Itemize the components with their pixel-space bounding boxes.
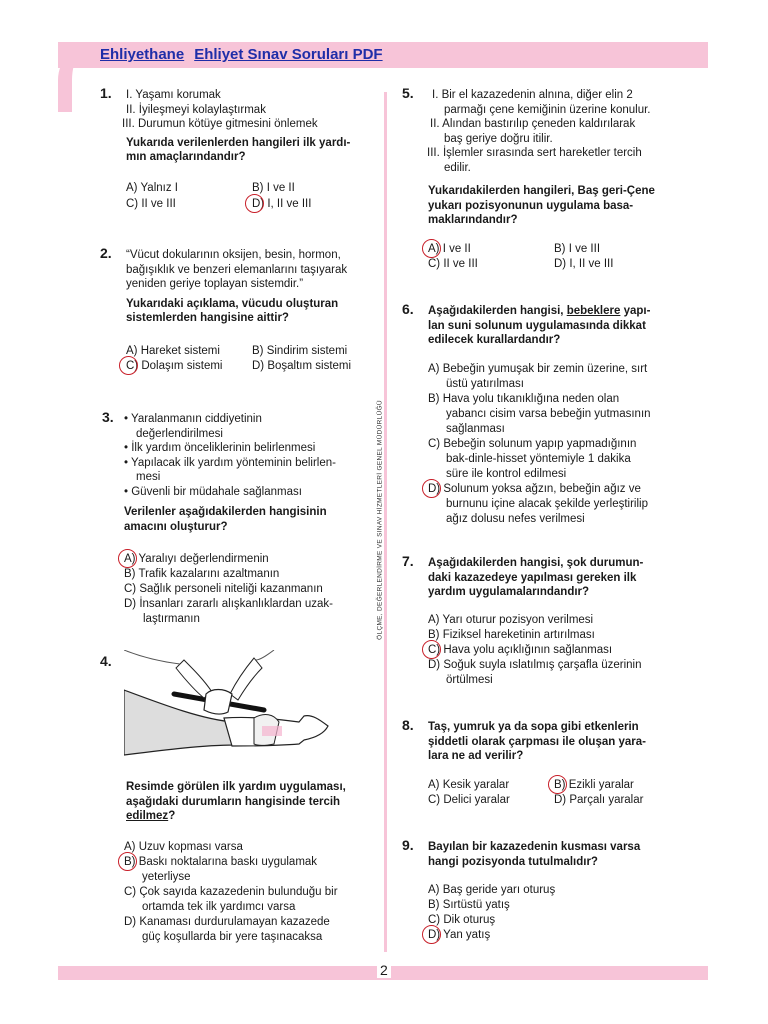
option-c[interactable]: C) Dolaşım sistemi [126,360,223,372]
prompt: Verilenler aşağıdakilerden hangisinin [124,506,327,518]
prompt-part: yapı- [620,305,651,317]
option-b-cont: yeterliyse [142,871,191,883]
option-d[interactable]: D) I, II ve III [252,198,312,210]
selected-answer-circle [118,549,137,568]
prompt: Bayılan bir kazazedenin kusması varsa [428,841,641,853]
bullet-item: • Yaralanmanın ciddiyetinin [124,413,262,425]
question-8 [402,717,702,810]
selected-answer-circle [245,194,264,213]
bullet-text: İlk yardım önceliklerinin belirlenmesi [131,442,316,454]
statement-cont: edilir. [444,161,471,174]
selected-answer-circle [548,775,567,794]
option-a[interactable]: A) Uzuv kopması varsa [124,841,243,853]
option-c[interactable]: C) Çok sayıda kazazedenin bulunduğu bir [124,886,338,898]
option-d[interactable]: D) Solunum yoksa ağzın, bebeğin ağız ve [428,483,641,495]
option-a-cont: üstü yatırılması [446,378,524,390]
prompt: hangi pozisyonda tutulmalıdır? [428,855,598,868]
question-9 [402,837,702,950]
option-b[interactable]: B) Baskı noktalarına baskı uygulamak [124,856,318,868]
prompt: lan suni solunum uygulamasında dikkat [428,319,646,332]
option-d-cont: burnunu içine alacak şekilde yerleştirilip [446,498,648,510]
selected-answer-circle [118,852,137,871]
question-6 [402,301,702,534]
prompt: Aşağıdakilerden hangisi, şok durumun- [428,557,644,569]
header-title [100,46,393,63]
option-d[interactable]: D) Yan yatış [428,929,491,941]
side-caption: ÖLÇME, DEĞERLENDİRME VE SINAV HİZMETLERİ GENEL MÜDÜRLÜĞÜ [376,400,384,640]
selected-answer-circle [422,239,441,258]
option-d-cont: güç koşullarda bir yere taşınacaksa [142,931,323,943]
option-d[interactable]: D) Kanaması durdurulamayan kazazede [124,916,330,928]
question-7 [402,553,702,696]
question-number: 4. [100,653,112,669]
question-number: 8. [402,717,414,733]
option-b[interactable]: B) Ezikli yaralar [554,779,634,791]
question-number: 7. [402,553,414,569]
option-c[interactable]: C) Delici yaralar [428,794,510,806]
bullet-text: değerlendirilmesi [136,427,223,440]
statement: II. İyileşmeyi kolaylaştırmak [126,103,266,116]
option-c-cont: ortamda tek ilk yardımcı varsa [142,901,296,913]
bullet-item: • İlk yardım önceliklerinin belirlenmesi [124,442,316,454]
prompt: yukarı pozisyonunun uygulama basa- [428,199,634,212]
option-a[interactable]: A) Bebeğin yumuşak bir zemin üzerine, sırt [428,363,648,375]
question-3 [102,409,382,632]
option-a[interactable]: A) I ve II [428,243,471,255]
question-number: 9. [402,837,414,853]
prompt-end: ? [168,810,176,822]
option-c[interactable]: C) II ve III [428,258,478,270]
statement-cont: baş geriye doğru itilir. [444,132,553,145]
emphasis: bebeklere [566,305,621,317]
prompt: Yukarıdaki açıklama, vücudu oluşturan [126,297,339,310]
statement: I. Bir el kazazedenin alnına, diğer elin 2 [432,89,633,101]
prompt: amacını oluşturur? [124,520,228,533]
question-number: 2. [100,245,112,261]
selected-answer-circle [119,356,138,375]
bullet-text: Yapılacak ilk yardım yönteminin belirlen- [131,456,336,469]
option-c[interactable]: C) Bebeğin solunum yapıp yapmadığının [428,438,637,450]
option-b[interactable]: B) Hava yolu tıkanıklığına neden olan [428,393,620,405]
prompt: edilecek kurallardandır? [428,334,561,346]
option-c[interactable]: C) Hava yolu açıklığının sağlanması [428,644,613,656]
prompt: lara ne ad verilir? [428,750,524,762]
option-b[interactable]: B) I ve II [252,182,295,194]
prompt: Taş, yumruk ya da sopa gibi etkenlerin [428,721,639,733]
option-b[interactable]: B) Fiziksel hareketinin artırılması [428,629,595,641]
option-d[interactable]: D) Boşaltım sistemi [252,360,352,372]
question-number: 3. [102,409,114,425]
option-c-cont: süre ile kontrol edilmesi [446,468,567,480]
statement: I. Yaşamı korumak [126,89,221,101]
tourniquet-arm-icon [124,650,336,768]
option-c[interactable]: C) Sağlık personeli niteliği kazanmanın [124,583,323,595]
prompt: daki kazazedeye yapılması gereken ilk [428,571,637,584]
selected-answer-circle [422,925,441,944]
question-number: 6. [402,301,414,317]
selected-answer-circle [422,479,441,498]
prompt-part: Aşağıdakilerden hangisi, [428,305,567,317]
question-number: 5. [402,85,414,101]
prompt: Resimde görülen ilk yardım uygulaması, [126,781,346,793]
option-a[interactable]: A) Baş geride yarı oturuş [428,884,556,896]
bullet-item: • Yapılacak ilk yardım yönteminin belirlen- [124,456,336,469]
option-a[interactable]: A) Hareket sistemi [126,345,220,357]
option-d[interactable]: D) Parçalı yaralar [554,794,644,806]
option-a[interactable]: A) Yalnız I [126,182,178,194]
bullet-text: mesi [136,471,161,483]
question-2 [100,245,380,378]
question-text: “Vücut dokularının oksijen, besin, hormon, [126,249,341,261]
prompt: maklarındandır? [428,214,518,226]
column-divider [384,92,387,952]
bullet-text: Yaralanmanın ciddiyetinin [131,413,262,425]
prompt [428,304,650,319]
prompt: sistemlerden hangisine aittir? [126,312,289,324]
emphasis: edilmez [126,810,169,822]
option-d-cont: laştırmanın [143,613,200,625]
option-d[interactable]: D) Soğuk suyla ıslatılmış çarşafla üzerinin [428,659,642,671]
prompt: yardım uygulamalarındandır? [428,586,590,598]
prompt: mın amaçlarındandır? [126,151,246,163]
question-text: bağışıklık ve benzeri elemanlarını taşıyarak [126,263,348,276]
option-b[interactable]: B) Sindirim sistemi [252,345,348,357]
option-c-cont: bak-dinle-hisset yöntemiyle 1 dakika [446,453,631,465]
question-4 [100,653,380,946]
question-5 [402,85,702,278]
bullet-item: • Güvenli bir müdahale sağlanması [124,485,302,498]
option-b-cont: yabancı cisim varsa bebeğin yutmasının [446,408,651,420]
selected-answer-circle [422,640,441,659]
bullet-text: Güvenli bir müdahale sağlanması [131,485,302,498]
statement: III. Durumun kötüye gitmesini önlemek [122,118,318,130]
option-c[interactable]: C) Dik oturuş [428,914,496,926]
question-1 [100,85,380,218]
prompt: şiddetli olarak çarpması ile oluşan yara- [428,735,646,748]
brand-link[interactable]: Ehliyethane [100,46,185,63]
option-b[interactable]: B) Sırtüstü yatış [428,899,510,911]
question-text: yeniden geriye toplayan sistemdir.” [126,278,304,290]
page-number: 2 [377,962,391,978]
option-a[interactable]: A) Yaralıyı değerlendirmenin [124,553,269,565]
option-b-cont: sağlanması [446,423,505,435]
option-d[interactable]: D) İnsanları zararlı alışkanlıklardan uzak- [124,598,333,610]
option-b[interactable]: B) Trafik kazalarını azaltmanın [124,568,280,580]
prompt [126,809,346,824]
option-d-cont: örtülmesi [446,674,493,686]
option-c[interactable]: C) II ve III [126,198,176,210]
prompt: aşağıdaki durumların hangisinde tercih [126,795,341,808]
option-a[interactable]: A) Kesik yaralar [428,779,510,791]
prompt: Yukarıdakilerden hangileri, Baş geri-Çene [428,185,655,197]
statement-cont: parmağı çene kemiğinin üzerine konulur. [444,103,651,116]
statement: III. İşlemler sırasında sert hareketler tercih [427,147,642,159]
title-link[interactable]: Ehliyet Sınav Soruları PDF [194,46,383,63]
option-a[interactable]: A) Yarı oturur pozisyon verilmesi [428,614,594,626]
prompt: Yukarıda verilenlerden hangileri ilk yardı- [126,136,351,149]
option-d-cont: ağız dolusu nefes verilmesi [446,513,585,525]
question-number: 1. [100,85,112,101]
option-b[interactable]: B) I ve III [554,243,601,255]
wound-mark [262,726,282,736]
statement: II. Alından bastırılıp çeneden kaldırılarak [430,118,636,130]
option-d[interactable]: D) I, II ve III [554,258,614,270]
